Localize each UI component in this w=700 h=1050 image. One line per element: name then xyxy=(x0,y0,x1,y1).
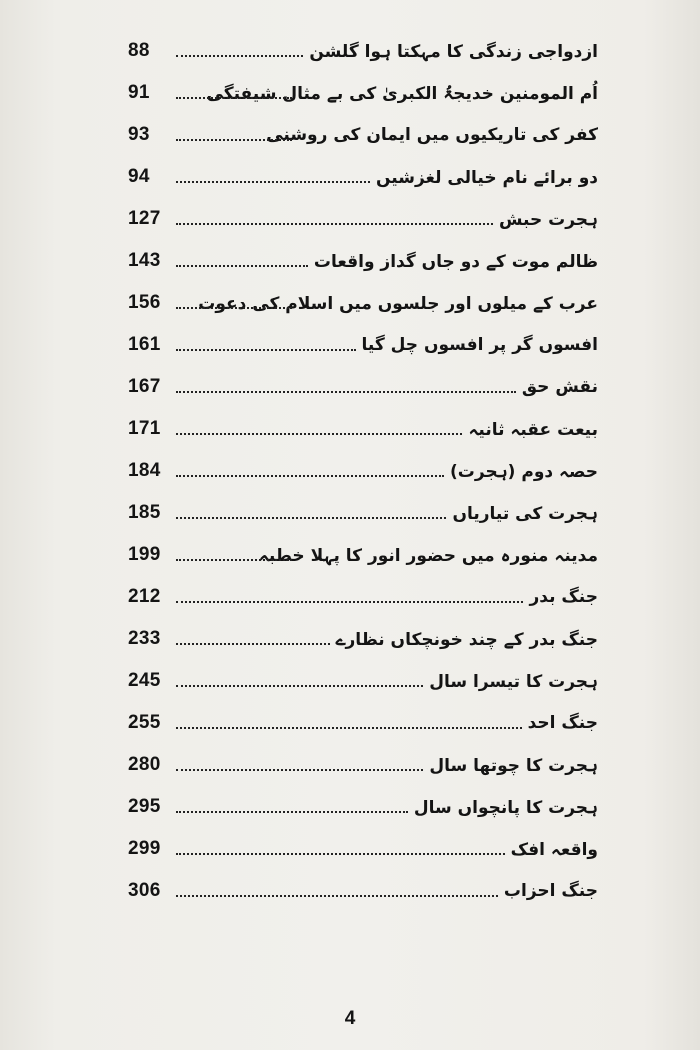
page-number-footer: 4 xyxy=(344,1008,356,1029)
dot-leader xyxy=(176,139,292,141)
dot-leader xyxy=(176,433,462,435)
toc-entry-page-number: 171 xyxy=(128,418,161,439)
toc-entry-page-number: 184 xyxy=(128,460,161,481)
toc-entry-page-number: 94 xyxy=(128,166,150,187)
toc-entry xyxy=(128,30,598,72)
toc-entry-page-number: 156 xyxy=(128,292,161,313)
toc-entry-page-number: 295 xyxy=(128,796,161,817)
toc-entry-page-number: 245 xyxy=(128,670,161,691)
toc-entry-title: ہجرت کا چوتھا سال xyxy=(429,755,598,776)
toc-entry-page-number: 199 xyxy=(128,544,161,565)
toc-entry-title: ہجرت کا پانچواں سال xyxy=(413,797,598,818)
toc-entry xyxy=(128,870,598,912)
toc-entry xyxy=(128,408,598,450)
dot-leader xyxy=(176,685,423,687)
toc-entry-page-number: 233 xyxy=(128,628,161,649)
toc-entry-title: جنگ احزاب xyxy=(503,881,598,901)
toc-entry-page-number: 280 xyxy=(128,754,161,775)
toc-entry-title: عرب کے میلوں اور جلسوں میں اسلام کی دعوت xyxy=(198,293,598,314)
toc-entry xyxy=(128,366,598,408)
dot-leader xyxy=(176,769,423,771)
toc-entry xyxy=(128,240,598,282)
toc-entry-page-number: 93 xyxy=(128,124,150,145)
toc-entry-page-number: 255 xyxy=(128,712,161,733)
toc-entry-page-number: 161 xyxy=(128,334,161,355)
toc-entry-title: ازدواجی زندگی کا مہکتا ہوا گلشن xyxy=(309,41,598,62)
toc-entry xyxy=(128,450,598,492)
toc-entry xyxy=(128,744,598,786)
dot-leader xyxy=(176,811,408,813)
toc-entry-title: ظالم موت کے دو جاں گداز واقعات xyxy=(313,251,598,272)
dot-leader xyxy=(176,307,292,309)
toc-entry-title: بیعت عقبہ ثانیہ xyxy=(468,419,598,440)
toc-entry-title: نقش حق xyxy=(521,377,598,397)
toc-entry xyxy=(128,702,598,744)
dot-leader xyxy=(176,517,446,519)
toc-entry-title: ہجرت کا تیسرا سال xyxy=(429,671,598,692)
toc-entry-title: حصہ دوم (ہجرت) xyxy=(450,461,598,482)
toc-entry xyxy=(128,618,598,660)
toc-entry-page-number: 143 xyxy=(128,250,161,271)
toc-entry xyxy=(128,492,598,534)
dot-leader xyxy=(176,895,498,897)
toc-entry xyxy=(128,324,598,366)
dot-leader xyxy=(176,97,292,99)
toc-entry xyxy=(128,72,598,114)
dot-leader xyxy=(176,391,516,393)
dot-leader xyxy=(176,601,523,603)
dot-leader xyxy=(176,853,505,855)
toc-entry-title: جنگ بدر xyxy=(529,587,598,607)
toc-entry-page-number: 185 xyxy=(128,502,161,523)
dot-leader xyxy=(176,55,303,57)
toc-entry-title: اُم المومنین خدیجۃُ الکبریٰ کی بے مثال شیفتگی xyxy=(206,83,598,104)
toc-entry-title: واقعہ افک xyxy=(510,839,598,860)
table-of-contents xyxy=(128,30,598,912)
toc-entry xyxy=(128,828,598,870)
toc-entry-page-number: 212 xyxy=(128,586,161,607)
toc-entry-page-number: 167 xyxy=(128,376,161,397)
toc-entry xyxy=(128,660,598,702)
toc-entry-title: مدینہ منورہ میں حضور انور کا پہلا خطبہ xyxy=(258,545,598,566)
toc-entry xyxy=(128,198,598,240)
toc-entry-title: کفر کی تاریکیوں میں ایمان کی روشنی xyxy=(266,125,598,145)
toc-entry xyxy=(128,114,598,156)
dot-leader xyxy=(176,181,370,183)
toc-entry-title: جنگ احد xyxy=(527,713,598,733)
toc-entry-page-number: 306 xyxy=(128,880,161,901)
toc-entry xyxy=(128,576,598,618)
toc-entry-title: دو برائے نام خیالی لغزشیں xyxy=(376,167,598,188)
toc-entry xyxy=(128,534,598,576)
toc-entry xyxy=(128,786,598,828)
toc-entry xyxy=(128,156,598,198)
dot-leader xyxy=(176,643,330,645)
toc-entry-title: افسوں گر پر افسوں چل گیا xyxy=(361,335,598,355)
toc-entry-title: ہجرت کی تیاریاں xyxy=(452,503,598,524)
dot-leader xyxy=(176,265,308,267)
dot-leader xyxy=(176,349,356,351)
toc-entry-title: ہجرت حبش xyxy=(498,209,598,230)
toc-entry-page-number: 88 xyxy=(128,40,150,61)
dot-leader xyxy=(176,223,493,225)
dot-leader xyxy=(176,475,444,477)
toc-entry-title: جنگ بدر کے چند خونچکاں نظارے xyxy=(335,629,598,650)
dot-leader xyxy=(176,559,292,561)
toc-entry xyxy=(128,282,598,324)
toc-entry-page-number: 91 xyxy=(128,82,150,103)
toc-entry-page-number: 127 xyxy=(128,208,161,229)
toc-entry-page-number: 299 xyxy=(128,838,161,859)
dot-leader xyxy=(176,727,522,729)
